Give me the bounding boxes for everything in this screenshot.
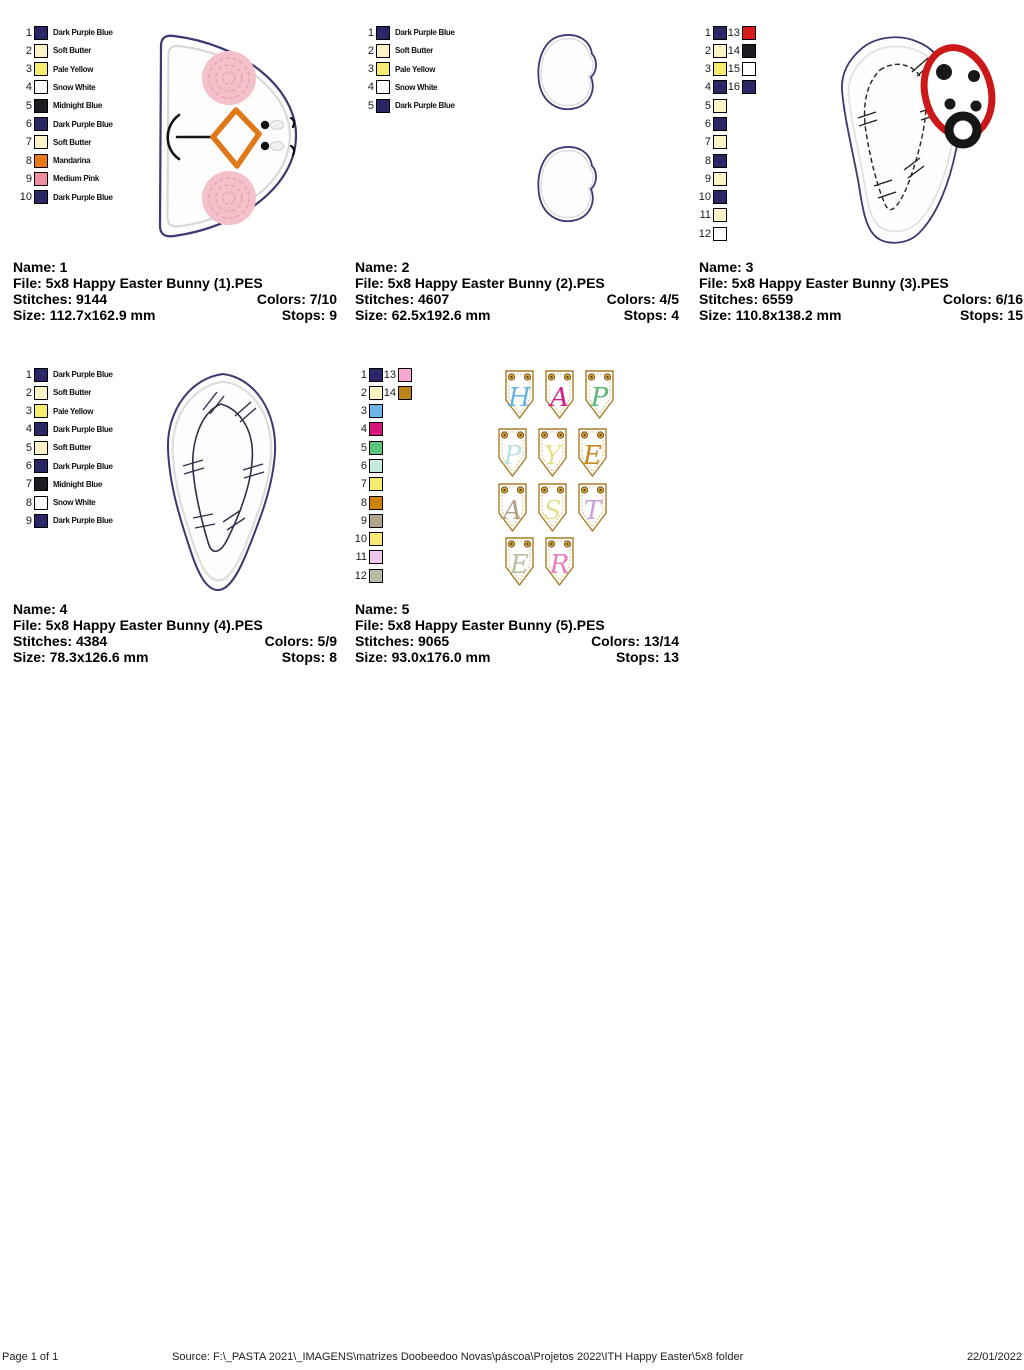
thread-color-number: 2 xyxy=(360,386,367,399)
thread-color-swatch xyxy=(34,422,48,436)
design-file: File: 5x8 Happy Easter Bunny (3).PES xyxy=(699,275,949,291)
thread-color-swatch xyxy=(369,459,383,473)
thread-color-name: Midnight Blue xyxy=(53,101,102,111)
thread-color-swatch xyxy=(34,496,48,510)
thread-color-number: 1 xyxy=(367,26,374,39)
thread-color-list xyxy=(354,26,455,117)
ladybug-spot xyxy=(936,64,952,80)
thread-color-row xyxy=(354,459,383,472)
thread-color-number: 1 xyxy=(25,26,32,39)
thread-color-number: 6 xyxy=(360,460,367,472)
thread-color-row xyxy=(354,514,383,527)
thread-color-swatch xyxy=(713,62,727,76)
thread-color-row xyxy=(354,551,383,564)
design-stops: Stops: 13 xyxy=(615,649,679,665)
thread-color-number: 6 xyxy=(25,118,32,130)
grommet-hole xyxy=(503,434,505,436)
thread-color-number: 4 xyxy=(704,81,711,94)
thread-color-swatch xyxy=(713,80,727,94)
design-stops: Stops: 4 xyxy=(623,307,679,323)
pennant-letter: R xyxy=(549,550,570,580)
thread-color-number: 2 xyxy=(25,386,32,399)
thread-color-swatch xyxy=(742,26,756,40)
paw-top xyxy=(538,35,596,109)
thread-color-row xyxy=(698,227,727,240)
thread-color-number: 9 xyxy=(25,172,32,185)
thread-color-swatch xyxy=(713,227,727,241)
pennant-flag xyxy=(539,484,566,531)
thread-color-number: 16 xyxy=(727,81,740,94)
thread-color-name: Dark Purple Blue xyxy=(53,28,113,38)
design-meta xyxy=(355,601,679,665)
thread-color-number: 15 xyxy=(727,63,740,76)
thread-color-name: Snow White xyxy=(53,498,96,508)
page-number: Page 1 of 1 xyxy=(2,1351,59,1363)
thread-color-number: 1 xyxy=(704,26,711,39)
thread-color-row xyxy=(698,81,727,94)
thread-color-row xyxy=(354,569,383,582)
thread-color-name: Mandarina xyxy=(53,156,91,166)
thread-color-name: Dark Purple Blue xyxy=(395,28,455,38)
thread-color-swatch xyxy=(742,80,756,94)
pennant-letter: T xyxy=(583,496,602,526)
ladybug-head-ring xyxy=(949,116,977,144)
thread-color-swatch xyxy=(713,190,727,204)
thread-color-row xyxy=(12,478,113,491)
thread-color-swatch xyxy=(369,441,383,455)
thread-color-row xyxy=(727,26,756,39)
pennant-flag xyxy=(506,538,533,585)
thread-color-number: 2 xyxy=(25,44,32,57)
design-name: Name: 3 xyxy=(699,259,754,275)
thread-color-name: Pale Yellow xyxy=(395,64,436,74)
design-size: Size: 110.8x138.2 mm xyxy=(699,307,842,323)
thread-color-swatch xyxy=(376,44,390,58)
design-block-3 xyxy=(698,26,1022,366)
grommet-hole xyxy=(606,376,608,378)
thread-color-name: Dark Purple Blue xyxy=(395,101,455,111)
thread-color-number: 7 xyxy=(25,478,32,491)
ladybug-spot xyxy=(971,101,982,112)
thread-color-row xyxy=(354,368,383,381)
thread-color-row xyxy=(12,136,113,149)
thread-color-swatch xyxy=(713,208,727,222)
ladybug-spot xyxy=(945,99,956,110)
thread-color-list xyxy=(698,26,756,247)
thread-color-row xyxy=(698,154,727,167)
thread-color-swatch xyxy=(34,368,48,382)
brow-bottom xyxy=(271,142,284,151)
design-stops: Stops: 9 xyxy=(281,307,337,323)
thread-color-number: 5 xyxy=(25,441,32,454)
thread-color-name: Snow White xyxy=(53,82,96,92)
thread-color-number: 14 xyxy=(383,386,396,399)
grommet-hole xyxy=(510,376,512,378)
thread-color-number: 6 xyxy=(25,460,32,472)
design-block-1 xyxy=(12,26,336,366)
design-stops: Stops: 15 xyxy=(959,307,1023,323)
grommet-hole xyxy=(543,489,545,491)
design-size: Size: 62.5x192.6 mm xyxy=(355,307,491,323)
thread-color-swatch xyxy=(34,135,48,149)
pennant-letter: E xyxy=(583,441,602,471)
thread-color-swatch xyxy=(34,80,48,94)
grommet-hole xyxy=(566,376,568,378)
pennant-letter: A xyxy=(503,496,522,526)
thread-color-number: 3 xyxy=(367,63,374,76)
thumbnail-bunny-ear-ladybug-applique xyxy=(818,28,1014,248)
thread-color-swatch xyxy=(369,514,383,528)
grommet-hole xyxy=(550,543,552,545)
paw-bottom xyxy=(538,147,596,221)
thread-color-swatch xyxy=(713,117,727,131)
thumbnail-bunny-face-applique xyxy=(145,28,303,244)
thread-color-swatch xyxy=(34,190,48,204)
grommet-hole xyxy=(526,376,528,378)
thumbnail-bunny-paws-applique xyxy=(526,30,602,245)
thread-color-number: 5 xyxy=(25,99,32,112)
thread-color-row xyxy=(354,441,383,454)
thread-color-list xyxy=(12,26,113,209)
thread-color-number: 9 xyxy=(360,514,367,527)
design-meta xyxy=(355,259,679,323)
grommet-hole xyxy=(526,543,528,545)
thread-color-row xyxy=(12,405,113,418)
thread-color-number: 2 xyxy=(367,44,374,57)
thread-color-row xyxy=(383,386,412,399)
thread-color-swatch xyxy=(369,477,383,491)
page-footer xyxy=(0,1351,1024,1367)
pennant-flag xyxy=(579,484,606,531)
thread-color-number: 5 xyxy=(704,99,711,112)
pennant-letter: S xyxy=(543,496,562,526)
thread-color-swatch xyxy=(34,44,48,58)
thread-color-number: 7 xyxy=(704,136,711,149)
thread-color-swatch xyxy=(34,62,48,76)
thread-color-name: Soft Butter xyxy=(53,46,92,56)
design-colors: Colors: 13/14 xyxy=(591,633,679,649)
thread-color-name: Dark Purple Blue xyxy=(53,461,113,471)
design-file: File: 5x8 Happy Easter Bunny (5).PES xyxy=(355,617,605,633)
grommet-hole xyxy=(543,434,545,436)
thread-color-row xyxy=(727,63,756,76)
thread-color-number: 1 xyxy=(360,368,367,381)
thumbnail-happy-easter-banner xyxy=(498,370,622,588)
thread-color-row xyxy=(354,63,455,76)
pennant-flag xyxy=(539,429,566,476)
thread-color-row xyxy=(12,423,113,436)
pennant-letter: P xyxy=(590,383,609,413)
thread-color-row xyxy=(698,209,727,222)
design-size: Size: 78.3x126.6 mm xyxy=(13,649,149,665)
design-meta xyxy=(13,259,337,323)
design-stitches: Stitches: 9144 xyxy=(13,291,108,307)
thread-color-swatch xyxy=(713,99,727,113)
thread-color-row xyxy=(354,478,383,491)
thread-color-row xyxy=(354,26,455,39)
thread-color-swatch xyxy=(376,80,390,94)
thread-color-row xyxy=(698,117,727,130)
thread-color-row xyxy=(12,172,113,185)
thread-color-number: 7 xyxy=(25,136,32,149)
design-colors: Colors: 5/9 xyxy=(264,633,337,649)
thread-color-number: 12 xyxy=(698,227,711,240)
grommet-hole xyxy=(566,543,568,545)
pennant-letter: A xyxy=(550,383,569,413)
design-stitches: Stitches: 6559 xyxy=(699,291,794,307)
thread-color-row xyxy=(354,405,383,418)
design-stitches: Stitches: 4607 xyxy=(355,291,450,307)
thread-color-row xyxy=(12,496,113,509)
thread-color-number: 4 xyxy=(25,423,32,436)
design-size: Size: 112.7x162.9 mm xyxy=(13,307,156,323)
thread-color-swatch xyxy=(369,569,383,583)
cheek-bottom xyxy=(202,171,256,225)
thread-color-number: 8 xyxy=(704,154,711,167)
thread-color-swatch xyxy=(369,368,383,382)
grommet-hole xyxy=(599,489,601,491)
thread-color-swatch xyxy=(34,386,48,400)
thread-color-name: Snow White xyxy=(395,82,438,92)
ladybug-spot xyxy=(968,70,980,82)
design-stops: Stops: 8 xyxy=(281,649,337,665)
grommet-hole xyxy=(599,434,601,436)
pennant-letter: H xyxy=(508,383,531,413)
thread-color-swatch xyxy=(713,154,727,168)
thread-color-swatch xyxy=(713,44,727,58)
thread-color-name: Pale Yellow xyxy=(53,406,94,416)
thread-color-number: 2 xyxy=(704,44,711,57)
grommet-hole xyxy=(559,489,561,491)
thread-color-number: 10 xyxy=(19,191,32,204)
thread-color-swatch xyxy=(742,44,756,58)
thread-color-row xyxy=(354,496,383,509)
thread-color-swatch xyxy=(398,368,412,382)
pennant-flag xyxy=(499,429,526,476)
thread-color-row xyxy=(354,423,383,436)
thread-color-swatch xyxy=(34,99,48,113)
grommet-hole xyxy=(519,434,521,436)
eye-dot-top xyxy=(261,121,269,129)
eye-dot-bottom xyxy=(261,142,269,150)
thread-color-number: 5 xyxy=(367,99,374,112)
design-block-4 xyxy=(12,368,336,708)
thread-color-swatch xyxy=(398,386,412,400)
thread-color-name: Dark Purple Blue xyxy=(53,119,113,129)
design-file: File: 5x8 Happy Easter Bunny (2).PES xyxy=(355,275,605,291)
thread-color-number: 4 xyxy=(25,81,32,94)
thread-color-row xyxy=(12,117,113,130)
thread-color-swatch xyxy=(34,441,48,455)
design-colors: Colors: 7/10 xyxy=(256,291,337,307)
design-meta xyxy=(699,259,1023,323)
design-stitches: Stitches: 9065 xyxy=(355,633,450,649)
pennant-flag xyxy=(586,371,613,418)
thread-color-name: Medium Pink xyxy=(53,174,100,184)
thread-color-row xyxy=(727,81,756,94)
thread-color-row xyxy=(12,154,113,167)
design-block-5 xyxy=(354,368,678,708)
pennant-flag xyxy=(506,371,533,418)
thread-color-number: 9 xyxy=(25,514,32,527)
thread-color-number: 3 xyxy=(25,63,32,76)
thread-color-swatch xyxy=(376,26,390,40)
cheek-top xyxy=(202,51,256,105)
thread-color-row xyxy=(12,63,113,76)
thread-color-swatch xyxy=(713,26,727,40)
thread-color-number: 13 xyxy=(383,368,396,381)
thread-color-row xyxy=(12,191,113,204)
thread-color-row xyxy=(354,81,455,94)
thread-color-number: 1 xyxy=(25,368,32,381)
thread-color-swatch xyxy=(713,172,727,186)
grommet-hole xyxy=(519,489,521,491)
thread-color-swatch xyxy=(34,154,48,168)
thread-color-swatch xyxy=(742,62,756,76)
thread-color-number: 8 xyxy=(360,496,367,509)
thread-color-swatch xyxy=(34,172,48,186)
design-colors: Colors: 4/5 xyxy=(606,291,679,307)
thread-color-row xyxy=(354,386,383,399)
thread-color-number: 8 xyxy=(25,496,32,509)
design-name: Name: 4 xyxy=(13,601,68,617)
thread-color-name: Dark Purple Blue xyxy=(53,424,113,434)
design-name: Name: 5 xyxy=(355,601,410,617)
thread-color-swatch xyxy=(369,550,383,564)
thread-color-number: 10 xyxy=(698,191,711,204)
thread-color-number: 10 xyxy=(354,533,367,546)
thread-color-row xyxy=(383,368,412,381)
grommet-hole xyxy=(503,489,505,491)
design-name: Name: 1 xyxy=(13,259,68,275)
thread-color-swatch xyxy=(34,459,48,473)
thread-color-swatch xyxy=(369,386,383,400)
thread-color-swatch xyxy=(34,117,48,131)
design-stitches: Stitches: 4384 xyxy=(13,633,108,649)
thread-color-number: 8 xyxy=(25,154,32,167)
thread-color-number: 11 xyxy=(355,551,367,564)
design-block-2 xyxy=(354,26,678,366)
grommet-hole xyxy=(590,376,592,378)
thread-color-swatch xyxy=(376,62,390,76)
thread-color-swatch xyxy=(34,477,48,491)
thread-color-name: Soft Butter xyxy=(53,388,92,398)
thread-color-number: 12 xyxy=(354,569,367,582)
design-file: File: 5x8 Happy Easter Bunny (1).PES xyxy=(13,275,263,291)
thread-color-row xyxy=(354,44,455,57)
thread-color-number: 14 xyxy=(727,44,740,57)
thumbnail-bunny-ear-applique xyxy=(151,370,295,596)
thread-color-number: 4 xyxy=(367,81,374,94)
thread-color-row xyxy=(354,99,455,112)
thread-color-number: 3 xyxy=(704,63,711,76)
pennant-flag xyxy=(546,538,573,585)
design-meta xyxy=(13,601,337,665)
thread-color-row xyxy=(698,191,727,204)
thread-color-swatch xyxy=(369,532,383,546)
design-name: Name: 2 xyxy=(355,259,410,275)
thread-color-swatch xyxy=(713,135,727,149)
thread-color-row xyxy=(12,26,113,39)
thread-color-row xyxy=(12,514,113,527)
thread-color-number: 3 xyxy=(25,405,32,418)
thread-color-name: Pale Yellow xyxy=(53,64,94,74)
thread-color-name: Dark Purple Blue xyxy=(53,192,113,202)
brow-top xyxy=(271,121,284,130)
thread-color-swatch xyxy=(369,404,383,418)
thread-color-row xyxy=(12,368,113,381)
thread-color-row xyxy=(354,533,383,546)
thread-color-number: 4 xyxy=(360,423,367,436)
thread-color-row xyxy=(698,136,727,149)
grommet-hole xyxy=(583,434,585,436)
thread-color-row xyxy=(12,99,113,112)
thread-color-number: 6 xyxy=(704,118,711,130)
thread-color-swatch xyxy=(369,422,383,436)
design-file: File: 5x8 Happy Easter Bunny (4).PES xyxy=(13,617,263,633)
pennant-flag xyxy=(499,484,526,531)
thread-color-number: 11 xyxy=(699,209,711,222)
thread-color-row xyxy=(12,441,113,454)
grommet-hole xyxy=(559,434,561,436)
thread-color-row xyxy=(698,172,727,185)
pennant-letter: Y xyxy=(543,441,562,471)
thread-color-list xyxy=(354,368,412,589)
thread-color-row xyxy=(12,81,113,94)
pennant-letter: P xyxy=(503,441,522,471)
thread-color-swatch xyxy=(376,99,390,113)
source-path: Source: F:\_PASTA 2021\_IMAGENS\matrizes Doobeedoo Novas\páscoa\Projetos 2022\ITH Happy Easter\5x8 folder xyxy=(172,1351,744,1363)
thread-color-name: Dark Purple Blue xyxy=(53,370,113,380)
thread-color-number: 13 xyxy=(727,26,740,39)
thread-color-list xyxy=(12,368,113,533)
thread-color-swatch xyxy=(34,514,48,528)
print-date: 22/01/2022 xyxy=(966,1351,1022,1363)
thread-color-name: Soft Butter xyxy=(53,443,92,453)
grommet-hole xyxy=(550,376,552,378)
pennant-letter: E xyxy=(510,550,529,580)
thread-color-row xyxy=(12,44,113,57)
thread-color-swatch xyxy=(34,26,48,40)
thread-color-row xyxy=(698,99,727,112)
thread-color-row xyxy=(698,26,727,39)
thread-color-name: Dark Purple Blue xyxy=(53,516,113,526)
thread-color-row xyxy=(698,44,727,57)
thread-color-name: Soft Butter xyxy=(53,137,92,147)
thread-color-swatch xyxy=(369,496,383,510)
grommet-hole xyxy=(583,489,585,491)
thread-color-number: 5 xyxy=(360,441,367,454)
thread-color-number: 3 xyxy=(360,405,367,418)
thread-color-row xyxy=(698,63,727,76)
design-size: Size: 93.0x176.0 mm xyxy=(355,649,491,665)
thread-color-name: Soft Butter xyxy=(395,46,434,56)
grommet-hole xyxy=(510,543,512,545)
thread-color-number: 9 xyxy=(704,172,711,185)
thread-color-swatch xyxy=(34,404,48,418)
thread-color-number: 7 xyxy=(360,478,367,491)
pennant-flag xyxy=(546,371,573,418)
design-colors: Colors: 6/16 xyxy=(942,291,1023,307)
thread-color-name: Midnight Blue xyxy=(53,479,102,489)
thread-color-row xyxy=(12,386,113,399)
pennant-flag xyxy=(579,429,606,476)
thread-color-row xyxy=(727,44,756,57)
thread-color-row xyxy=(12,459,113,472)
